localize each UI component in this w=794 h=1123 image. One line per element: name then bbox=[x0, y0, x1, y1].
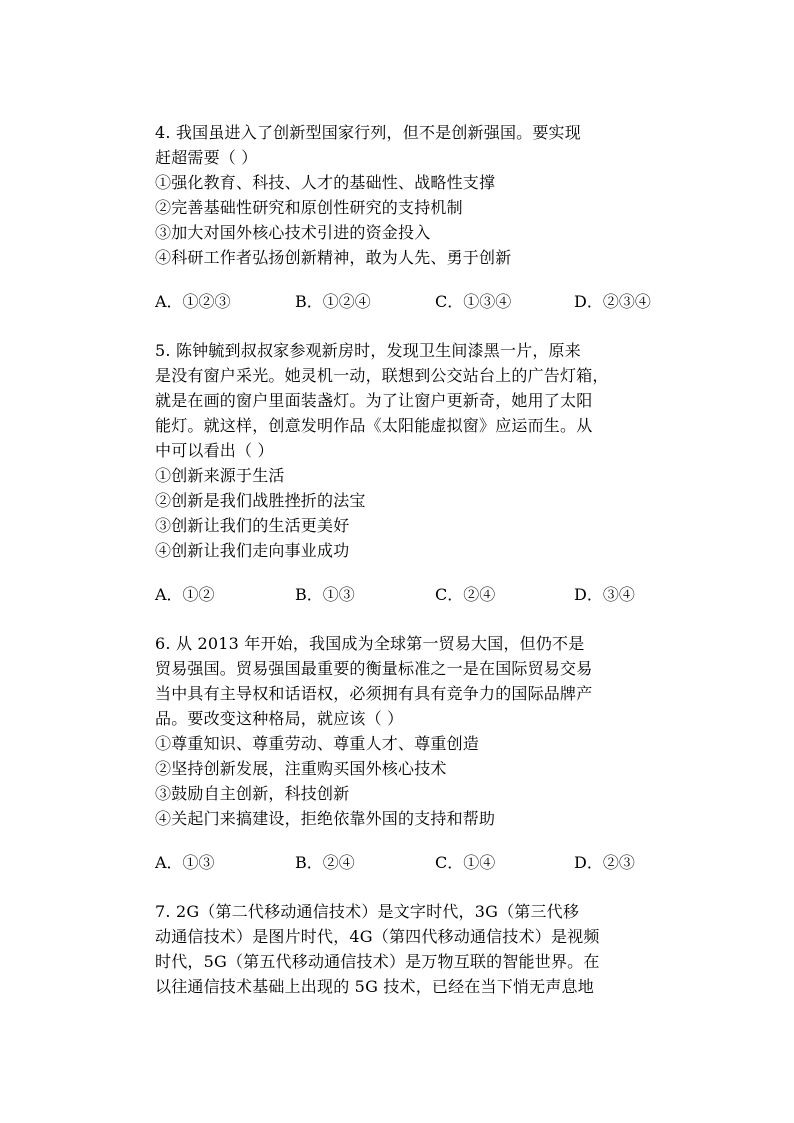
question-stem-line: 动通信技术）是图片时代，4G（第四代移动通信技术）是视频 bbox=[155, 927, 600, 946]
question-stem-line: 是没有窗户采光。她灵机一动，联想到公交站台上的广告灯箱， bbox=[155, 366, 609, 385]
option-d: D．②③ bbox=[574, 853, 635, 872]
question-stem-line: 中可以看出（ ） bbox=[155, 441, 274, 460]
statement-line: ①强化教育、科技、人才的基础性、战略性支撑 bbox=[155, 173, 496, 192]
option-c: C．①③④ bbox=[435, 292, 512, 311]
option-d: D．③④ bbox=[574, 585, 635, 604]
statement-line: ③加大对国外核心技术引进的资金投入 bbox=[155, 223, 431, 242]
statement-line: ④关起门来搞建设，拒绝依靠外国的支持和帮助 bbox=[155, 809, 496, 828]
option-c: C．②④ bbox=[435, 585, 496, 604]
statement-line: ②完善基础性研究和原创性研究的支持机制 bbox=[155, 198, 463, 217]
statement-line: ③鼓励自主创新，科技创新 bbox=[155, 784, 350, 803]
option-b: B．②④ bbox=[295, 853, 355, 872]
statement-line: ①尊重知识、尊重劳动、尊重人才、尊重创造 bbox=[155, 734, 480, 753]
option-b: B．①②④ bbox=[295, 292, 371, 311]
option-c: C．①④ bbox=[435, 853, 496, 872]
statement-line: ①创新来源于生活 bbox=[155, 466, 285, 485]
statement-line: ③创新让我们的生活更美好 bbox=[155, 516, 350, 535]
answer-options bbox=[155, 581, 675, 609]
question-stem-line: 能灯。就这样，创意发明作品《太阳能虚拟窗》应运而生。从 bbox=[155, 416, 593, 435]
option-d: D．②③④ bbox=[574, 292, 651, 311]
statement-line: ②创新是我们战胜挫折的法宝 bbox=[155, 491, 366, 510]
answer-options bbox=[155, 288, 675, 316]
question-stem-line: 赶超需要（ ） bbox=[155, 148, 258, 167]
question-6 bbox=[155, 631, 675, 877]
option-a: A．①② bbox=[155, 585, 215, 604]
question-4 bbox=[155, 120, 675, 316]
question-stem-line: 当中具有主导权和话语权，必须拥有具有竞争力的国际品牌产 bbox=[155, 684, 593, 703]
option-a: A．①②③ bbox=[155, 292, 231, 311]
statement-line: ④创新让我们走向事业成功 bbox=[155, 541, 350, 560]
question-stem-line: 7. 2G（第二代移动通信技术）是文字时代，3G（第三代移 bbox=[155, 902, 580, 921]
question-stem-line: 5. 陈钟毓到叔叔家参观新房时，发现卫生间漆黑一片，原来 bbox=[155, 341, 581, 360]
answer-options bbox=[155, 849, 675, 877]
statement-line: ④科研工作者弘扬创新精神，敢为人先、勇于创新 bbox=[155, 248, 512, 267]
question-stem-line: 品。要改变这种格局，就应该（ ） bbox=[155, 709, 404, 728]
question-stem-line: 就是在画的窗户里面装盏灯。为了让窗户更新奇，她用了太阳 bbox=[155, 391, 593, 410]
question-stem-line: 贸易强国。贸易强国最重要的衡量标准之一是在国际贸易交易 bbox=[155, 659, 593, 678]
question-stem-line: 6. 从 2013 年开始，我国成为全球第一贸易大国，但仍不是 bbox=[155, 634, 585, 653]
question-7 bbox=[155, 899, 675, 999]
option-a: A．①③ bbox=[155, 853, 215, 872]
question-5 bbox=[155, 338, 675, 609]
question-stem-line: 时代，5G（第五代移动通信技术）是万物互联的智能世界。在 bbox=[155, 952, 600, 971]
document-page bbox=[155, 120, 675, 1021]
question-stem-line: 以往通信技术基础上出现的 5G 技术，已经在当下悄无声息地 bbox=[155, 977, 594, 996]
option-b: B．①③ bbox=[295, 585, 355, 604]
question-stem-line: 4. 我国虽进入了创新型国家行列，但不是创新强国。要实现 bbox=[155, 123, 581, 142]
statement-line: ②坚持创新发展，注重购买国外核心技术 bbox=[155, 759, 447, 778]
